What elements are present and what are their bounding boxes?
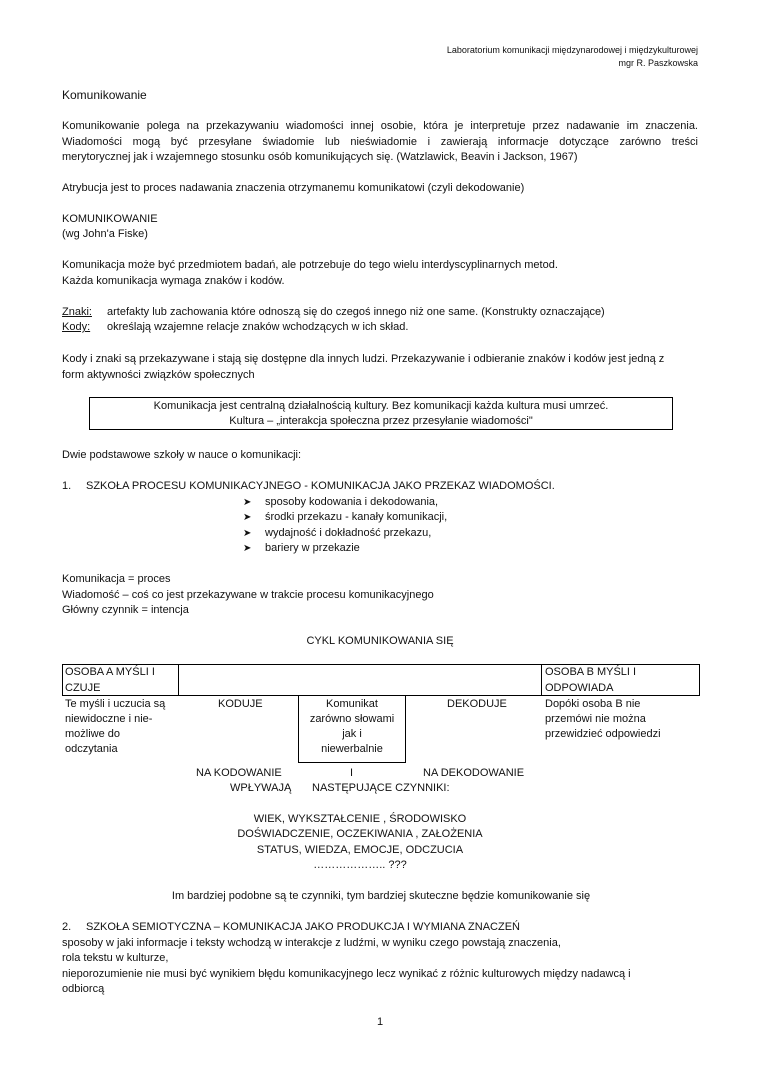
factor-line-4: ……………….. ??? — [313, 859, 407, 871]
arrow-bullet-icon: ➤ — [243, 512, 252, 523]
person-a-line-1: OSOBA A MYŚLI I — [65, 666, 155, 678]
right-desc-line-1: Dopóki osoba B nie — [545, 698, 641, 710]
page-title: Komunikowanie — [62, 88, 147, 102]
factor-line-3: STATUS, WIEDZA, EMOCJE, ODCZUCIA — [256, 844, 464, 856]
fiske-source: (wg John'a Fiske) — [62, 228, 148, 240]
arrow-bullet-icon: ➤ — [243, 497, 252, 508]
codes-line-1: Kody i znaki są przekazywane i stają się dostępne dla innych ludzi. Przekazywanie i odbieranie znaków i kodów jest jedną z — [62, 353, 665, 365]
research-line-1: Komunikacja może być przedmiotem badań, ale potrzebuje do tego wielu interdyscyplinarnych metod. — [62, 259, 558, 271]
person-b-line-2: ODPOWIADA — [545, 682, 614, 694]
conclusion-text: Im bardziej podobne są te czynniki, tym bardziej skuteczne będzie komunikowanie się — [171, 890, 591, 902]
equation-communication: Komunikacja = proces — [62, 573, 171, 585]
fiske-heading: KOMUNIKOWANIE — [62, 213, 158, 225]
equation-main-factor: Główny czynnik = intencja — [62, 604, 189, 616]
right-desc-line-2: przemówi nie można — [545, 713, 646, 725]
school1-bullet-4: bariery w przekazie — [265, 542, 360, 554]
page-number: 1 — [377, 1016, 384, 1028]
factor-line-1: WIEK, WYKSZTAŁCENIE , ŚRODOWISKO — [253, 813, 467, 825]
definition-term-signs: Znaki: — [62, 306, 92, 318]
left-desc-line-4: odczytania — [65, 743, 118, 755]
school2-heading: SZKOŁA SEMIOTYCZNA – KOMUNIKACJA JAKO PRODUKCJA I WYMIANA ZNACZEŃ — [86, 921, 520, 933]
left-desc-line-2: niewidoczne i nie- — [65, 713, 153, 725]
person-b-line-1: OSOBA B MYŚLI I — [545, 666, 637, 678]
factors-left-2: WPŁYWAJĄ — [230, 782, 292, 794]
definition-term-codes: Kody: — [62, 321, 91, 333]
intro-line-3: merytorycznej jak i wzajemnego stosunku osób komunikujących się. (Watzlawick, Beavin i Jackson, 1967) — [62, 151, 578, 163]
arrow-bullet-icon: ➤ — [243, 543, 252, 554]
cycle-title: CYKL KOMUNIKOWANIA SIĘ — [306, 635, 454, 647]
factors-left-1: NA KODOWANIE — [196, 767, 282, 779]
factors-right-1: NA DEKODOWANIE — [423, 767, 525, 779]
school2-number: 2. — [62, 921, 72, 933]
arrow-bullet-icon: ➤ — [243, 528, 252, 539]
schools-intro: Dwie podstawowe szkoły w nauce o komunikacji: — [62, 449, 302, 461]
codes-line-2: form aktywności związków społecznych — [62, 369, 255, 381]
header-institution: Laboratorium komunikacji międzynarodowej i międzykulturowej — [446, 45, 698, 55]
message-line-4: niewerbalnie — [321, 743, 383, 755]
research-line-2: Każda komunikacja wymaga znaków i kodów. — [62, 275, 285, 287]
school2-line-4: odbiorcą — [62, 983, 105, 995]
factors-right-2: NASTĘPUJĄCE CZYNNIKI: — [312, 782, 450, 794]
school1-number: 1. — [62, 480, 72, 492]
header-author: mgr R. Paszkowska — [618, 58, 698, 68]
quote-line-1: Komunikacja jest centralną działalnością kultury. Bez komunikacji każda kultura musi umrzeć. — [153, 400, 609, 412]
message-line-3: jak i — [342, 728, 362, 740]
intro-line-2: Wiadomości mogą być przesyłane świadomie lub nieświadomie i zawierają informacje dotyczące zarówno treści — [62, 136, 698, 148]
message-line-2: zarówno słowami — [309, 713, 395, 725]
school2-line-3: nieporozumienie nie musi być wynikiem błędu komunikacyjnego lecz wynikać z różnic kulturowych między nadawcą i — [62, 968, 631, 980]
decodes-label: DEKODUJE — [447, 698, 507, 710]
equation-message: Wiadomość – coś co jest przekazywane w trakcie procesu komunikacyjnego — [62, 589, 434, 601]
encodes-label: KODUJE — [218, 698, 263, 710]
definition-text-signs: artefakty lub zachowania które odnoszą się do czegoś innego niż one same. (Konstrukty oznaczające) — [107, 306, 605, 318]
message-line-1: Komunikat — [326, 698, 378, 710]
school1-bullet-3: wydajność i dokładność przekazu, — [265, 527, 432, 539]
left-desc-line-3: możliwe do — [65, 728, 121, 740]
left-desc-line-1: Te myśli i uczucia są — [65, 698, 166, 710]
school1-bullet-2: środki przekazu - kanały komunikacji, — [265, 511, 448, 523]
intro-line-1: Komunikowanie polega na przekazywaniu wiadomości innej osobie, która je interpretuje przez nadawanie im znaczenia. — [62, 120, 698, 132]
quote-line-2: Kultura – „interakcja społeczna przez przesyłanie wiadomości" — [229, 415, 533, 427]
person-a-line-2: CZUJE — [65, 682, 101, 694]
school2-line-2: rola tekstu w kulturze, — [62, 952, 169, 964]
school1-bullet-1: sposoby kodowania i dekodowania, — [265, 496, 439, 508]
definition-text-codes: określają wzajemne relacje znaków wchodzących w ich skład. — [107, 321, 409, 333]
school1-heading: SZKOŁA PROCESU KOMUNIKACYJNEGO - KOMUNIKACJA JAKO PRZEKAZ WIADOMOŚCI. — [86, 480, 555, 492]
school2-line-1: sposoby w jaki informacje i teksty wchodzą w interakcje z ludźmi, w wyniku czego powstają znaczenia, — [62, 937, 561, 949]
right-desc-line-3: przewidzieć odpowiedzi — [545, 728, 661, 740]
attribution-text: Atrybucja jest to proces nadawania znaczenia otrzymanemu komunikatowi (czyli dekodowanie) — [62, 182, 525, 194]
factor-line-2: DOŚWIADCZENIE, OCZEKIWANIA , ZAŁOŻENIA — [237, 828, 483, 840]
factors-mid: I — [350, 767, 354, 779]
